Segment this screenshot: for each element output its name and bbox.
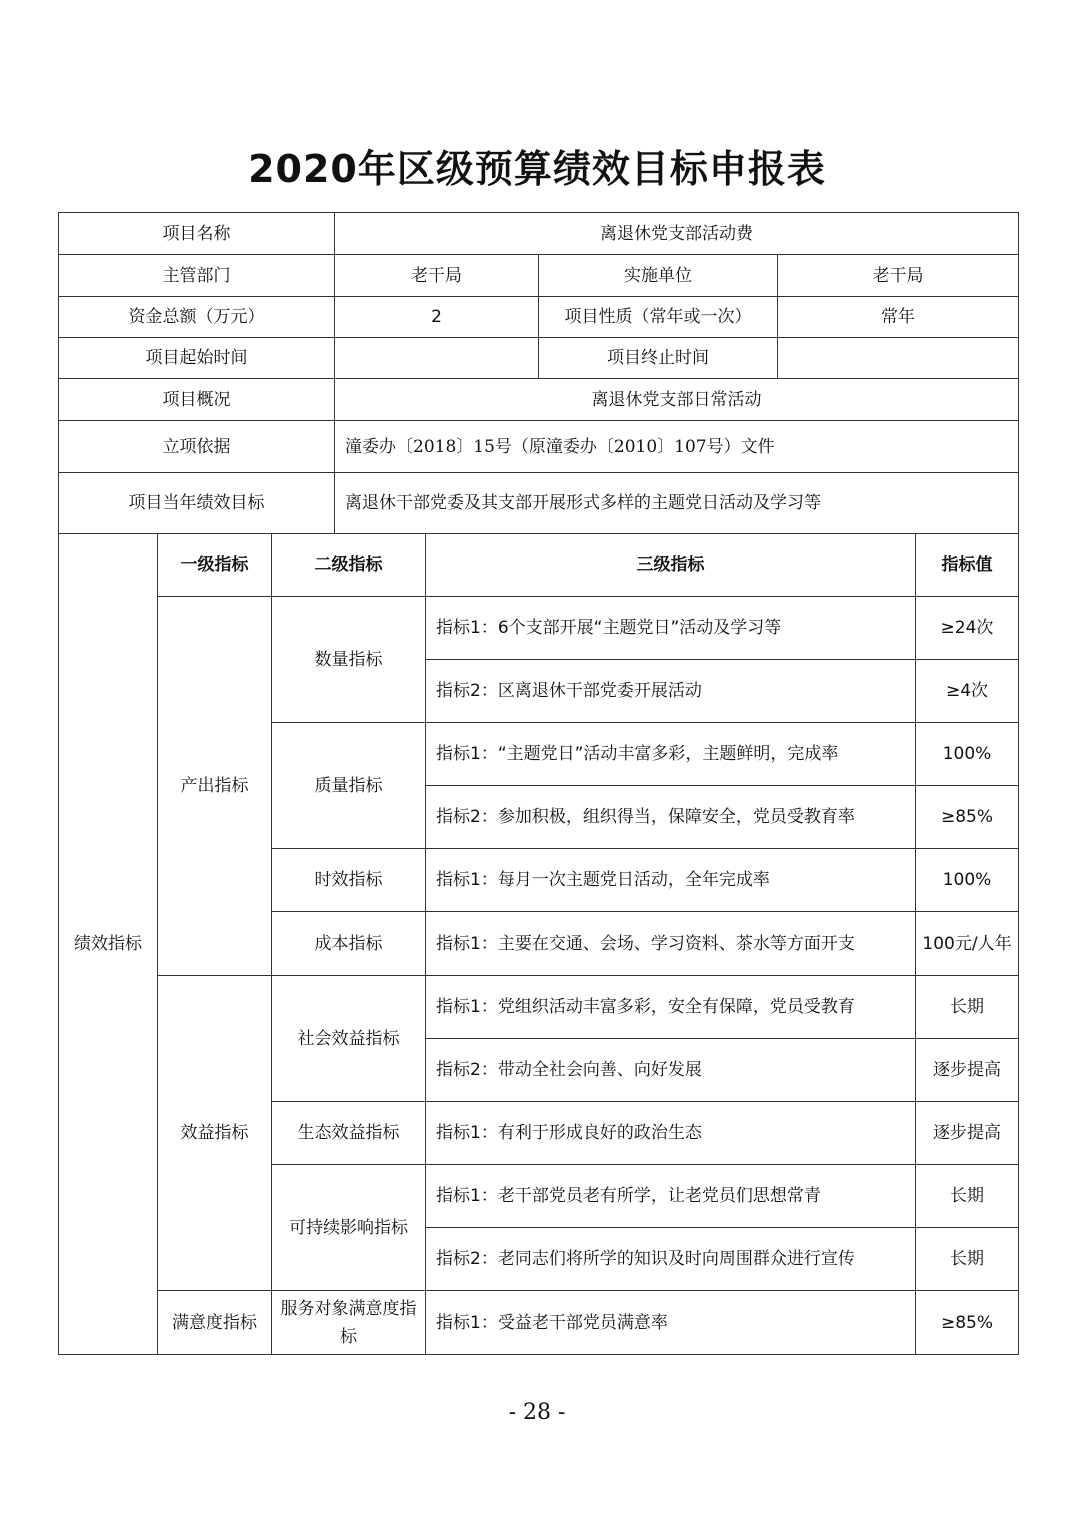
row-text: 指标1：主要在交通、会场、学习资料、茶水等方面开支: [426, 912, 916, 976]
l2: 社会效益指标: [272, 976, 426, 1102]
label: 项目当年绩效目标: [59, 473, 335, 534]
project-name: 离退休党支部活动费: [335, 213, 1019, 255]
basis: 潼委办〔2018〕15号（原潼委办〔2010〕107号）文件: [335, 421, 1019, 473]
overview: 离退休党支部日常活动: [335, 379, 1019, 421]
header: 二级指标: [272, 534, 426, 597]
l2: 成本指标: [272, 912, 426, 976]
section-label: 绩效指标: [59, 534, 158, 1355]
row-text: 指标1：老干部党员老有所学，让老党员们思想常青: [426, 1165, 916, 1228]
impl: 老干局: [778, 255, 1019, 297]
row-text: 指标1：6个支部开展“主题党日”活动及学习等: [426, 597, 916, 660]
label: 项目名称: [59, 213, 335, 255]
label: 立项依据: [59, 421, 335, 473]
l1: 产出指标: [158, 597, 272, 976]
l2: 时效指标: [272, 849, 426, 912]
row-value: 长期: [916, 976, 1019, 1039]
row-text: 指标1：有利于形成良好的政治生态: [426, 1102, 916, 1165]
l2: 服务对象满意度指标: [272, 1291, 426, 1355]
l2: 可持续影响指标: [272, 1165, 426, 1291]
dept: 老干局: [335, 255, 539, 297]
l2: 质量指标: [272, 723, 426, 849]
indicators-table: [58, 533, 1019, 1355]
end: [778, 338, 1019, 379]
start: [335, 338, 539, 379]
label: 项目起始时间: [59, 338, 335, 379]
row-value: ≥4次: [916, 660, 1019, 723]
row-text: 指标1：每月一次主题党日活动，全年完成率: [426, 849, 916, 912]
label: 项目性质（常年或一次）: [539, 297, 778, 338]
row-value: 长期: [916, 1228, 1019, 1291]
l2: 生态效益指标: [272, 1102, 426, 1165]
row-text: 指标2：老同志们将所学的知识及时向周围群众进行宣传: [426, 1228, 916, 1291]
row-value: 100元/人年: [916, 912, 1019, 976]
row-text: 指标1：受益老干部党员满意率: [426, 1291, 916, 1355]
label: 实施单位: [539, 255, 778, 297]
header: 指标值: [916, 534, 1019, 597]
row-value: 长期: [916, 1165, 1019, 1228]
nature: 常年: [778, 297, 1019, 338]
row-value: 逐步提高: [916, 1039, 1019, 1102]
row-text: 指标1：党组织活动丰富多彩，安全有保障，党员受教育: [426, 976, 916, 1039]
page-title: 2020年区级预算绩效目标申报表: [248, 147, 826, 191]
l1: 满意度指标: [158, 1291, 272, 1355]
l1: 效益指标: [158, 976, 272, 1291]
fund: 2: [335, 297, 539, 338]
goal: 离退休干部党委及其支部开展形式多样的主题党日活动及学习等: [335, 473, 1019, 534]
row-value: 100%: [916, 849, 1019, 912]
label: 项目概况: [59, 379, 335, 421]
row-text: 指标2：参加积极，组织得当，保障安全，党员受教育率: [426, 786, 916, 849]
header: 三级指标: [426, 534, 916, 597]
project-info-table: [58, 212, 1019, 534]
page-number: - 28 -: [508, 1400, 566, 1425]
l2: 数量指标: [272, 597, 426, 723]
row-value: ≥85%: [916, 786, 1019, 849]
row-text: 指标1：“主题党日”活动丰富多彩，主题鲜明，完成率: [426, 723, 916, 786]
label: 资金总额（万元）: [59, 297, 335, 338]
row-value: 逐步提高: [916, 1102, 1019, 1165]
row-value: ≥85%: [916, 1291, 1019, 1355]
label: 项目终止时间: [539, 338, 778, 379]
row-text: 指标2：带动全社会向善、向好发展: [426, 1039, 916, 1102]
row-text: 指标2：区离退休干部党委开展活动: [426, 660, 916, 723]
row-value: ≥24次: [916, 597, 1019, 660]
header: 一级指标: [158, 534, 272, 597]
label: 主管部门: [59, 255, 335, 297]
row-value: 100%: [916, 723, 1019, 786]
